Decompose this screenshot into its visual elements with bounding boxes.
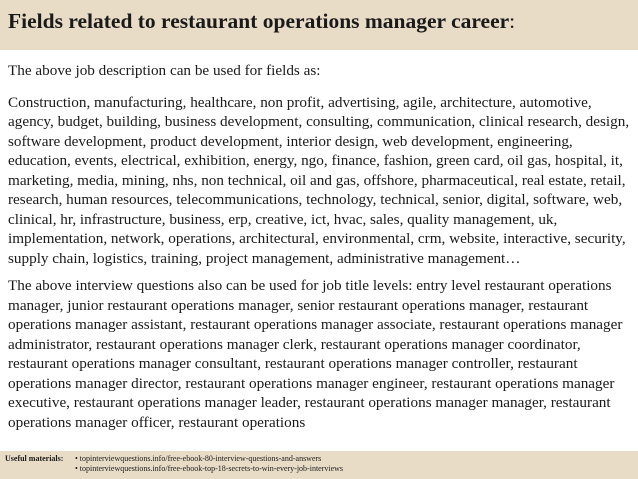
- intro-paragraph: The above job description can be used for fields as:: [8, 62, 321, 79]
- useful-materials-label: Useful materials:: [5, 454, 64, 463]
- useful-material-link[interactable]: • topinterviewquestions.info/free-ebook-80-interview-questions-and-answers: [75, 454, 322, 463]
- useful-material-link[interactable]: • topinterviewquestions.info/free-ebook-top-18-secrets-to-win-every-job-interviews: [75, 464, 344, 473]
- page-title-colon: :: [509, 9, 516, 33]
- job-levels-paragraph: The above interview questions also can be used for job title levels: entry level restaurant operations manager, junior restaurant operations manager, senior restaurant operations manager, restaurant operations manager assistant, restaurant operations manager associate, restaurant operations manager administrator, restaurant operations manager clerk, restaurant operations manager coordinator, restaurant operations manager consultant, restaurant operations manager controller, restaurant operations manager director, restaurant operations manager engineer, restaurant operations manager executive, restaurant operations manager leader, restaurant operations manager manager, restaurant operations manager officer, restaurant operations: [8, 277, 623, 431]
- page-title: [0, 0, 638, 50]
- fields-paragraph: Construction, manufacturing, healthcare, non profit, advertising, agile, architecture, automotive, agency, budget, building, business development, consulting, communication, clinical research, design, software development, product development, interior design, web development, engineering, education, events, electrical, exhibition, energy, ngo, finance, fashion, green card, oil gas, hospital, it, marketing, media, mining, nhs, non technical, oil and gas, offshore, pharmaceutical, real estate, retail, research, human resources, telecommunications, technology, technical, senior, digital, software, web, clinical, hr, infrastructure, business, erp, creative, ict, hvac, sales, quality management, uk, implementation, network, operations, architectural, environmental, crm, website, interactive, security, supply chain, logistics, training, project management, administrative management…: [8, 93, 630, 267]
- useful-materials-footer: [0, 451, 638, 479]
- page-title-text: Fields related to restaurant operations manager career: [8, 9, 510, 33]
- main-content: [8, 61, 634, 440]
